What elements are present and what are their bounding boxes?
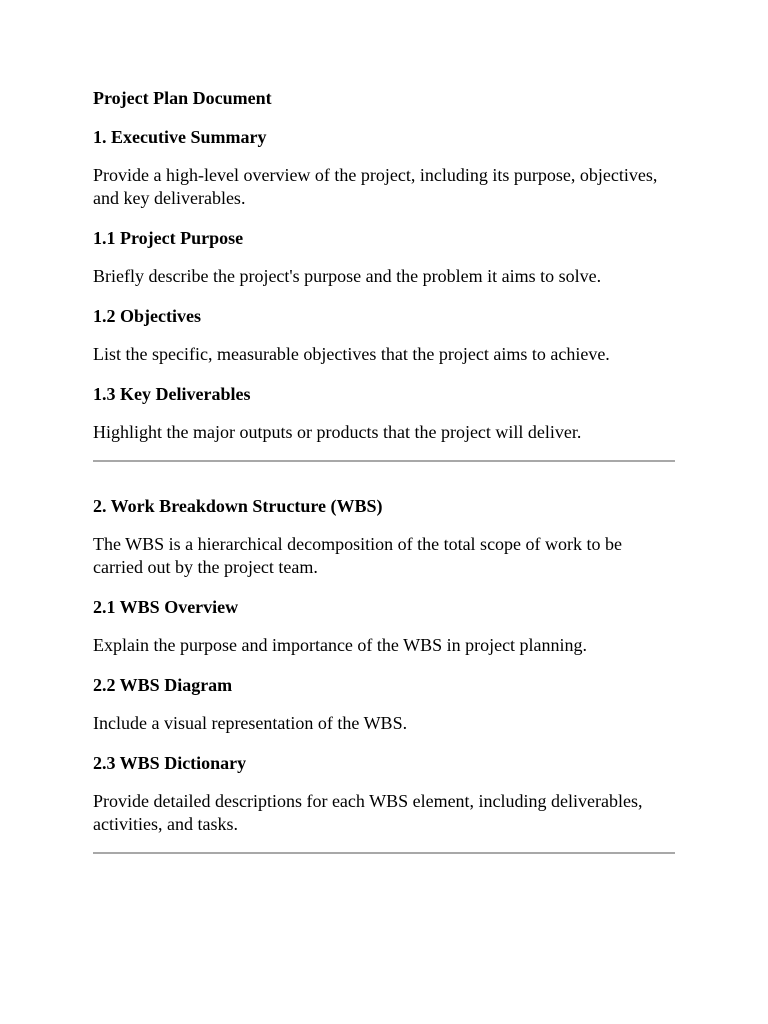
section-heading: 1. Executive Summary xyxy=(93,127,267,147)
section-wbs xyxy=(93,494,675,836)
subsection-text: Provide detailed descriptions for each WBS element, including deliverables, activities, and tasks. xyxy=(93,791,643,834)
subsection-heading: 1.1 Project Purpose xyxy=(93,228,244,248)
subsection-heading: 1.2 Objectives xyxy=(93,306,201,326)
subsection-text: Include a visual representation of the WBS. xyxy=(93,713,408,733)
subsection-heading: 2.2 WBS Diagram xyxy=(93,675,233,695)
section-divider xyxy=(93,852,675,854)
document-title: Project Plan Document xyxy=(93,88,272,108)
subsection-heading: 1.3 Key Deliverables xyxy=(93,384,251,404)
subsection-text: Explain the purpose and importance of the WBS in project planning. xyxy=(93,635,588,655)
subsection-heading: 2.1 WBS Overview xyxy=(93,597,239,617)
subsection-text: List the specific, measurable objectives that the project aims to achieve. xyxy=(93,344,610,364)
section-intro: The WBS is a hierarchical decomposition of the total scope of work to be carried out by the project team. xyxy=(93,534,623,577)
subsection-heading: 2.3 WBS Dictionary xyxy=(93,753,247,773)
subsection-text: Briefly describe the project's purpose and the problem it aims to solve. xyxy=(93,266,602,286)
section-executive-summary xyxy=(93,125,675,444)
section-divider xyxy=(93,460,675,462)
section-heading: 2. Work Breakdown Structure (WBS) xyxy=(93,496,383,516)
subsection-text: Highlight the major outputs or products that the project will deliver. xyxy=(93,422,582,442)
document-page xyxy=(93,86,675,854)
section-intro: Provide a high-level overview of the project, including its purpose, objectives, and key deliverables. xyxy=(93,165,658,208)
